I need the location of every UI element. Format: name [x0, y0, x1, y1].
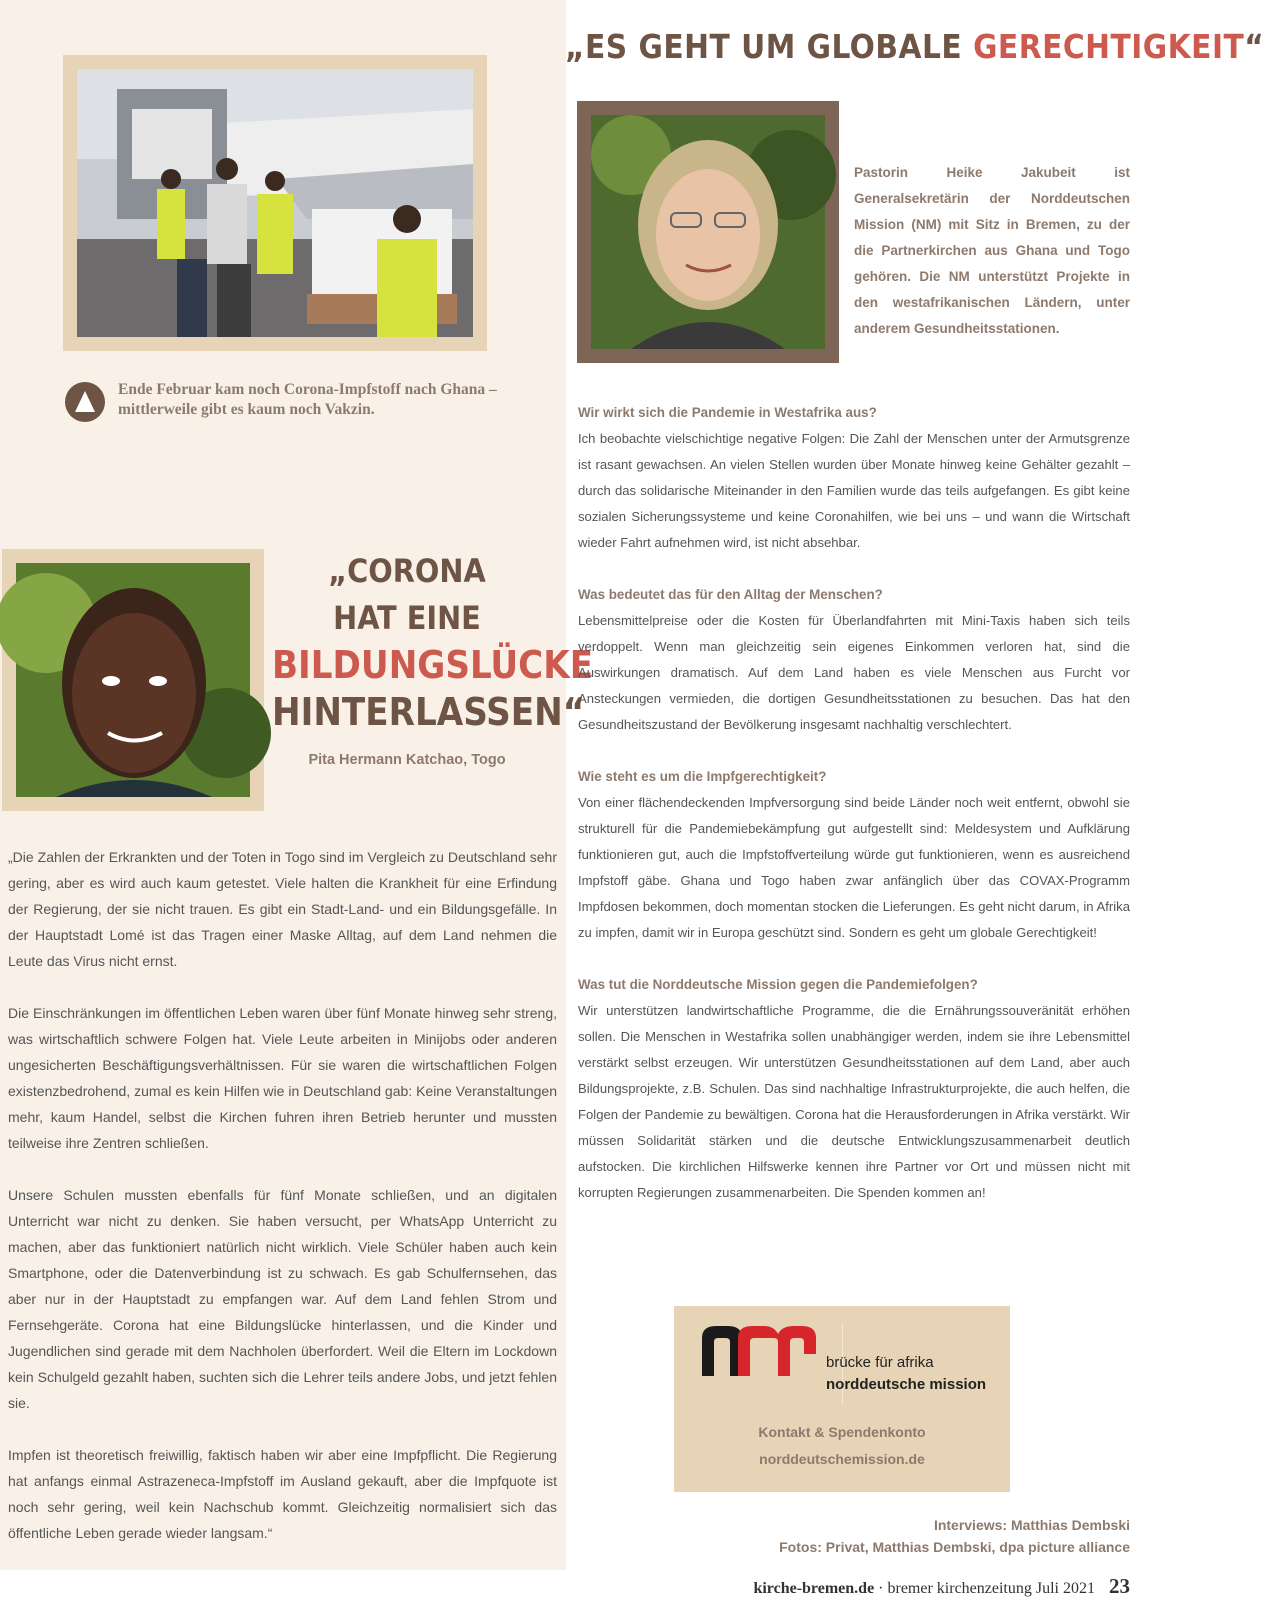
pull-quote-line2: HAT EINE: [333, 599, 481, 637]
headline-accent: GERECHTIGKEIT: [973, 27, 1245, 66]
page-number: 23: [1109, 1574, 1130, 1598]
left-paragraph-1: „Die Zahlen der Erkrankten und der Toten in Togo sind im Vergleich zu Deutschland sehr gering, aber es wird auch kaum getestet. Viele halten die Krankheit für eine Erfindung der Regierung, der sie nicht trauen. Es gibt ein Stadt-Land- und ein Bildungsgefälle. In der Hauptstadt Lomé ist das Tragen einer Maske Alltag, auf dem Land nehmen die Leute das Virus nicht ernst.: [8, 849, 557, 969]
pull-quote: [272, 548, 594, 736]
photo-caption: Ende Februar kam noch Corona-Impfstoff nach Ghana – mittlerweile gibt es kaum noch Vakzin.: [118, 381, 497, 418]
question-3: Wie steht es um die Impfgerechtigkeit?: [578, 769, 827, 784]
mission-logo-box: [674, 1306, 1010, 1492]
airport-vaccine-photo: [77, 69, 473, 337]
question-2: Was bedeutet das für den Alltag der Menschen?: [578, 587, 883, 602]
qa-block-4: [578, 972, 1130, 1206]
footer-publication: · bremer kirchenzeitung Juli 2021: [874, 1580, 1095, 1597]
qa-block-2: [578, 582, 1130, 738]
answer-4: Wir unterstützen landwirtschaftliche Programme, die die Ernährungssouveränität erhöhen sollen. Die Menschen in Westafrika sollen unabhängiger werden, indem sie ihre Lebensmittel verstärkt selbst erzeugen. Wir unterstützen Gesundheitsstationen auf dem Land, aber auch Bildungsprojekte, z.B. Schulen. Das sind nachhaltige Infrastrukturprojekte, die auch helfen, die Folgen der Pandemie zu bewältigen. Corona hat die Herausforderungen in Afrika verstärkt. Wir müssen Solidarität stärken und die deutsche Entwicklungszusammenarbeit deutlich aufstocken. Die kirchlichen Hilfswerke kennen ihre Partner vor Ort und müssen nicht mit korrupten Regierungen zusammenarbeiten. Die Spenden kommen an!: [578, 1003, 1130, 1200]
logo-contact-label: Kontakt & Spendenkonto: [758, 1424, 926, 1440]
question-4: Was tut die Norddeutsche Mission gegen die Pandemiefolgen?: [578, 977, 978, 992]
answer-1: Ich beobachte vielschichtige negative Folgen: Die Zahl der Menschen unter der Armutsgrenze ist rasant gewachsen. An vielen Stellen wurden über Monate hinweg keine Gehälter gezahlt – durch das solidarische Miteinander in den Familien wurde das teils aufgefangen. Es gibt keine sozialen Sicherungssysteme und keine Coronahilfen, wie bei uns – und wann die Wirtschaft wieder Fahrt aufnehmen wird, ist nicht absehbar.: [578, 431, 1130, 550]
footer-site: kirche-bremen.de: [753, 1580, 875, 1597]
credits: [779, 1514, 1130, 1558]
portrait-bio: Pastorin Heike Jakubeit ist Generalsekretärin der Norddeutschen Mission (NM) mit Sitz in Bremen, zu der die Partnerkirchen aus Ghana und Togo gehören. Die NM unterstützt Projekte in den westafrikanischen Ländern, unter anderem Gesundheitsstationen.: [854, 165, 1130, 336]
pull-quote-byline: Pita Hermann Katchao, Togo: [308, 752, 506, 768]
main-headline: [565, 26, 1264, 68]
pull-quote-line3: BILDUNGSLÜCKE: [272, 643, 594, 687]
answer-2: Lebensmittelpreise oder die Kosten für Überlandfahrten mit Mini-Taxis haben sich teils verdoppelt. Wenn man gleichzeitig sein eigenes Einkommen verloren hat, sind die Auswirkungen dramatisch. Auf dem Land haben es viele Menschen aus Furcht vor Ansteckungen vermieden, die dortigen Gesundheitsstationen zu besuchen. Das hat den Gesundheitszustand der Bevölkerung insgesamt nachhaltig verschlechtert.: [578, 613, 1130, 732]
credits-photos: Fotos: Privat, Matthias Dembski, dpa picture alliance: [779, 1539, 1130, 1555]
pull-quote-line4: HINTERLASSEN“: [272, 690, 586, 734]
left-paragraph-2: Die Einschränkungen im öffentlichen Leben waren über fünf Monate hinweg sehr streng, was wirtschaftlich schwere Folgen hat. Viele Leute arbeiten in Minijobs oder anderen ungesicherten Beschäftigungsverhältnissen. Für sie waren die wirtschaftlichen Folgen existenzbedrohend, zumal es kein Hilfen wie in Deutschland gab: Keine Veranstaltungen mehr, kaum Handel, selbst die Kirchen fuhren ihren Betrieb herunter und mussten teilweise ihre Zentren schließen.: [8, 1005, 557, 1151]
question-1: Wir wirkt sich die Pandemie in Westafrika aus?: [578, 405, 877, 420]
logo-website: norddeutschemission.de: [759, 1451, 925, 1467]
logo-org-name: norddeutsche mission: [826, 1376, 987, 1393]
portrait-heike-jakubeit: [591, 115, 825, 349]
headline-end: “: [1244, 27, 1264, 66]
left-paragraph-3: Unsere Schulen mussten ebenfalls für fünf Monate schließen, und an digitalen Unterricht war nicht zu denken. Sie haben versucht, per WhatsApp Unterricht zu machen, aber das funktioniert natürlich nicht wirklich. Viele Schüler haben auch kein Smartphone, oder die Datenverbindung ist zu schwach. Es gab Schulfernsehen, das aber nur in der Hauptstadt zu empfangen war. Auf dem Land fehlen Strom und Fernsehgeräte. Corona hat eine Bildungslücke hinterlassen, und die Kinder und Jugendlichen sind gerade mit dem Nachholen überfordert. Weil die Eltern im Lockdown kein Schulgeld gezahlt haben, suchten sich die Lehrer teils andere Jobs, und jetzt fehlen sie.: [8, 1187, 557, 1411]
left-paragraph-4: Impfen ist theoretisch freiwillig, faktisch haben wir aber eine Impfpflicht. Die Regierung hat anfangs einmal Astrazeneca-Impfstoff im Ausland gekauft, aber die Impfquote ist noch sehr gering, weil kein Nachschub kommt. Gleichzeitig normalisiert sich das öffentliche Leben gerade wieder langsam.“: [8, 1447, 557, 1541]
headline-part1: „ES GEHT UM GLOBALE: [565, 27, 963, 66]
qa-block-3: [578, 764, 1130, 946]
portrait-pita-katchao: [16, 563, 250, 797]
credits-interviews: Interviews: Matthias Dembski: [933, 1517, 1130, 1533]
right-interview: [578, 400, 1130, 1232]
left-article: [8, 844, 557, 1572]
page-footer: [753, 1574, 1130, 1599]
triangle-icon: [65, 382, 105, 422]
answer-3: Von einer flächendeckenden Impfversorgung sind beide Länder noch weit entfernt, obwohl sie strukturell für die Pandemiebekämpfung gut aufgestellt sind: Meldesystem und Aufklärung funktionieren gut, auch die Impfstoffverteilung würde gut funktionieren, wenn es ausreichend Impfstoff gäbe. Ghana und Togo haben zwar anfänglich über das COVAX-Programm Impfdosen bekommen, doch momentan stocken die Lieferungen. Es geht nicht darum, in Afrika zu impfen, damit wir in Europa geschützt sind. Sondern es geht um globale Gerechtigkeit!: [578, 795, 1130, 940]
pull-quote-line1: „CORONA: [328, 552, 486, 590]
nm-logo-icon: [702, 1324, 817, 1376]
logo-tagline: brücke für afrika: [826, 1354, 934, 1371]
qa-block-1: [578, 400, 1130, 556]
